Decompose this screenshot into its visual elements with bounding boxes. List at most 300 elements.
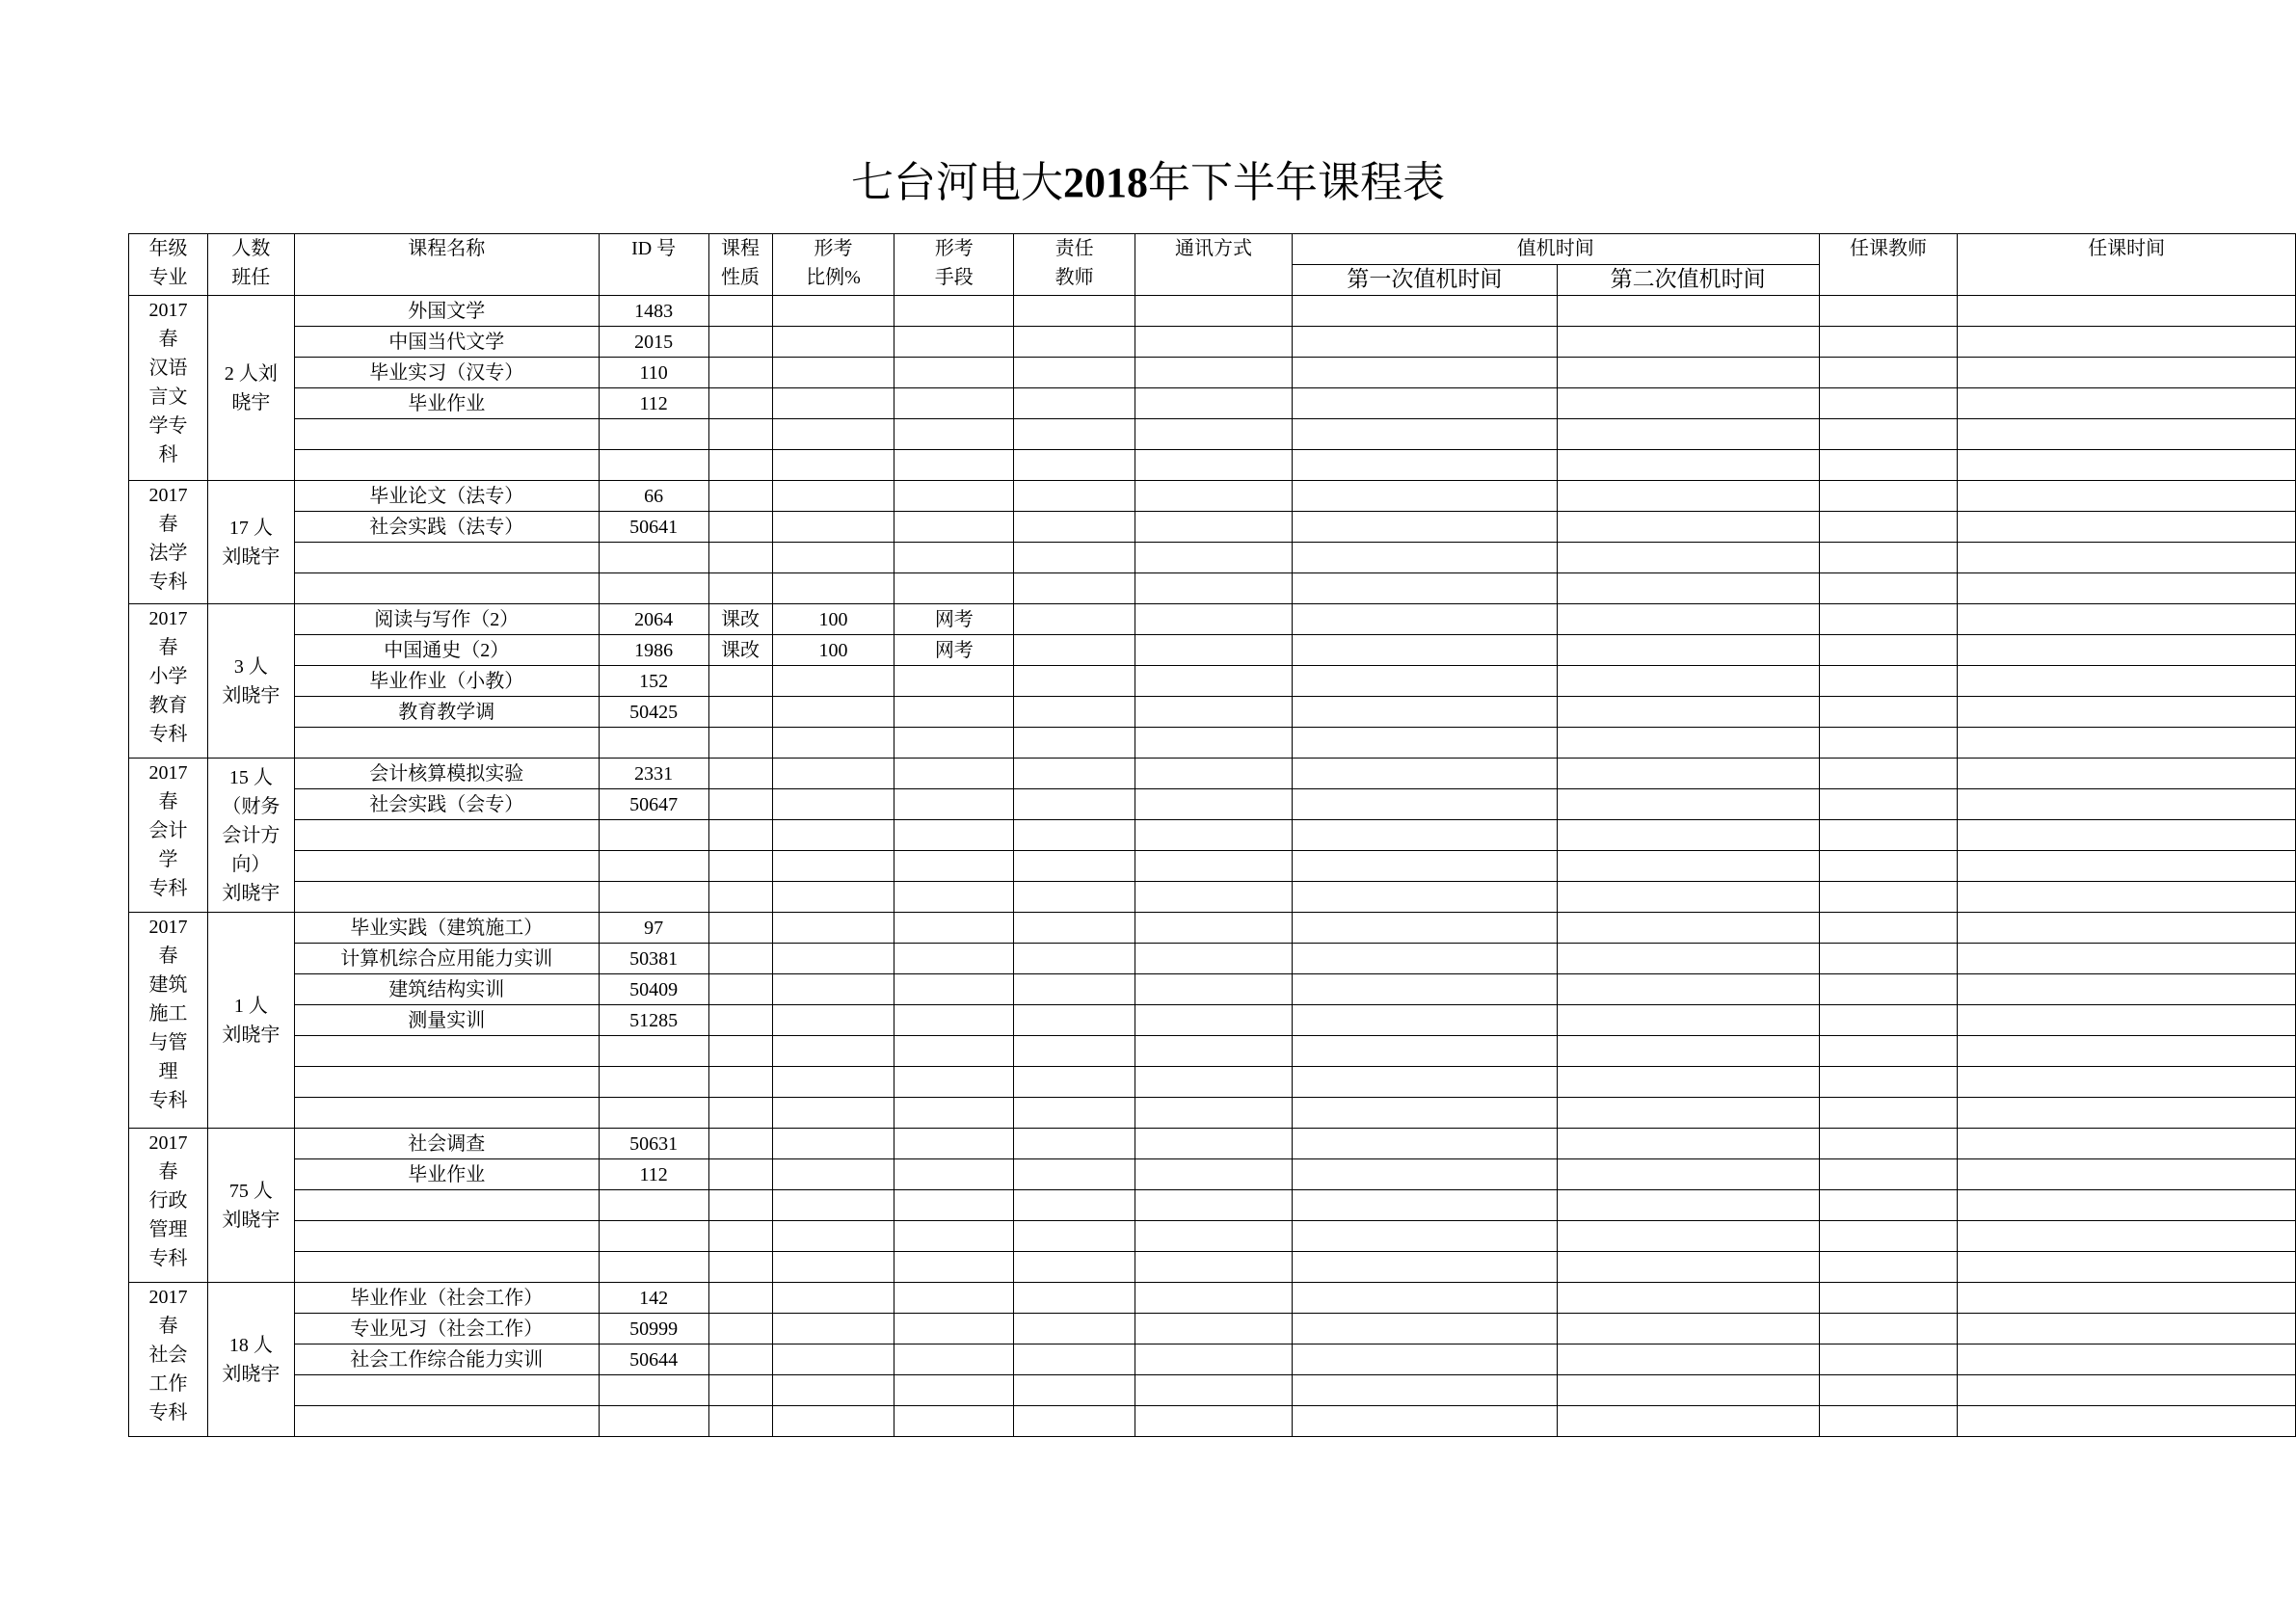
resp-teacher-cell — [1014, 358, 1135, 388]
exam-method-cell — [894, 728, 1014, 759]
instructor-cell — [1819, 1067, 1958, 1098]
class-time-cell — [1958, 1129, 2296, 1159]
duty-second-cell — [1557, 450, 1819, 481]
duty-first-cell — [1292, 481, 1557, 512]
program-line: 专科 — [148, 572, 188, 593]
program-line: 2017 — [148, 1287, 188, 1308]
course-name-cell — [294, 1098, 599, 1129]
program-line: 春 — [158, 637, 178, 658]
table-row — [129, 1067, 2296, 1098]
resp-teacher-cell — [1014, 1190, 1135, 1221]
instructor-cell — [1819, 512, 1958, 543]
resp-teacher-cell — [1014, 728, 1135, 759]
exam-method-cell — [894, 358, 1014, 388]
contact-cell — [1135, 296, 1293, 327]
instructor-cell — [1819, 697, 1958, 728]
exam-method-cell — [894, 573, 1014, 604]
duty-first-cell — [1292, 1036, 1557, 1067]
people-line: 1 人 — [233, 995, 268, 1017]
people-line: 75 人 — [228, 1180, 273, 1202]
course-nature-cell — [708, 573, 772, 604]
instructor-cell — [1819, 358, 1958, 388]
course-nature-cell — [708, 974, 772, 1005]
class-time-cell — [1958, 728, 2296, 759]
course-nature-cell: 课改 — [708, 604, 772, 635]
duty-first-cell — [1292, 1098, 1557, 1129]
course-nature-cell — [708, 1098, 772, 1129]
duty-first-cell — [1292, 635, 1557, 666]
exam-method-cell — [894, 882, 1014, 913]
contact-cell — [1135, 1036, 1293, 1067]
course-id-cell — [599, 728, 708, 759]
course-name-cell: 外国文学 — [294, 296, 599, 327]
duty-first-cell — [1292, 419, 1557, 450]
instructor-cell — [1819, 296, 1958, 327]
table-row — [129, 820, 2296, 851]
course-nature-cell — [708, 1344, 772, 1375]
course-id-cell — [599, 450, 708, 481]
duty-first-cell — [1292, 1129, 1557, 1159]
contact-cell — [1135, 1098, 1293, 1129]
table-row — [129, 1005, 2296, 1036]
program-line: 春 — [158, 1161, 178, 1183]
exam-ratio-cell — [772, 1252, 894, 1283]
instructor-cell — [1819, 666, 1958, 697]
duty-first-cell — [1292, 1344, 1557, 1375]
program-line: 建筑 — [148, 974, 188, 996]
people-line: 18 人 — [228, 1334, 273, 1356]
resp-teacher-cell — [1014, 1036, 1135, 1067]
class-time-cell — [1958, 296, 2296, 327]
course-id-cell: 50641 — [599, 512, 708, 543]
instructor-cell — [1819, 327, 1958, 358]
resp-teacher-cell — [1014, 789, 1135, 820]
duty-first-cell — [1292, 1314, 1557, 1344]
course-nature-cell — [708, 759, 772, 789]
title-suffix: 年下半年课程表 — [1148, 159, 1445, 206]
course-name-cell: 毕业作业 — [294, 388, 599, 419]
table-row — [129, 913, 2296, 944]
class-time-cell — [1958, 697, 2296, 728]
contact-cell — [1135, 1344, 1293, 1375]
instructor-cell — [1819, 728, 1958, 759]
course-nature-cell — [708, 820, 772, 851]
duty-second-cell — [1557, 1283, 1819, 1314]
instructor-cell — [1819, 481, 1958, 512]
instructor-cell — [1819, 913, 1958, 944]
duty-first-cell — [1292, 512, 1557, 543]
people-line: 晓宇 — [231, 391, 271, 413]
exam-ratio-cell — [772, 759, 894, 789]
program-line: 春 — [158, 329, 178, 350]
people-cell — [207, 759, 294, 913]
exam-ratio-cell — [772, 1190, 894, 1221]
course-name-cell — [294, 820, 599, 851]
exam-ratio-cell — [772, 728, 894, 759]
course-nature-cell — [708, 388, 772, 419]
contact-cell — [1135, 543, 1293, 573]
course-name-cell: 中国通史（2） — [294, 635, 599, 666]
duty-second-cell — [1557, 573, 1819, 604]
contact-cell — [1135, 1406, 1293, 1437]
program-line: 2017 — [148, 1132, 188, 1154]
course-id-cell — [599, 573, 708, 604]
program-line: 专科 — [148, 878, 188, 899]
resp-teacher-cell — [1014, 1283, 1135, 1314]
instructor-cell — [1819, 1036, 1958, 1067]
class-time-cell — [1958, 481, 2296, 512]
course-nature-cell — [708, 944, 772, 974]
course-id-cell — [599, 1221, 708, 1252]
duty-second-cell — [1557, 1098, 1819, 1129]
course-name-cell: 毕业实习（汉专） — [294, 358, 599, 388]
course-id-cell: 1483 — [599, 296, 708, 327]
schedule-table — [128, 233, 2296, 1437]
contact-cell — [1135, 1190, 1293, 1221]
contact-cell — [1135, 327, 1293, 358]
program-line: 学 — [158, 849, 178, 870]
duty-second-cell — [1557, 1314, 1819, 1344]
exam-ratio-cell — [772, 1098, 894, 1129]
resp-teacher-cell — [1014, 1005, 1135, 1036]
duty-second-cell — [1557, 1129, 1819, 1159]
program-line: 言文 — [148, 386, 188, 408]
resp-teacher-cell — [1014, 543, 1135, 573]
contact-cell — [1135, 635, 1293, 666]
header-id: ID 号 — [599, 234, 708, 296]
program-line: 理 — [158, 1061, 178, 1082]
instructor-cell — [1819, 974, 1958, 1005]
program-cell — [129, 604, 208, 759]
duty-first-cell — [1292, 1005, 1557, 1036]
exam-ratio-cell — [772, 666, 894, 697]
class-time-cell — [1958, 388, 2296, 419]
exam-ratio-cell — [772, 1129, 894, 1159]
duty-first-cell — [1292, 1252, 1557, 1283]
resp-teacher-cell — [1014, 1314, 1135, 1344]
program-line: 2017 — [148, 485, 188, 506]
exam-ratio-cell — [772, 512, 894, 543]
instructor-cell — [1819, 1221, 1958, 1252]
duty-second-cell — [1557, 820, 1819, 851]
people-line: 17 人 — [228, 517, 273, 539]
program-line: 汉语 — [148, 358, 188, 379]
duty-first-cell — [1292, 697, 1557, 728]
course-nature-cell — [708, 543, 772, 573]
program-line: 专科 — [148, 1402, 188, 1424]
program-line: 2017 — [148, 300, 188, 321]
course-nature-cell — [708, 1221, 772, 1252]
duty-first-cell — [1292, 789, 1557, 820]
course-nature-cell — [708, 327, 772, 358]
course-id-cell — [599, 882, 708, 913]
class-time-cell — [1958, 851, 2296, 882]
course-name-cell: 测量实训 — [294, 1005, 599, 1036]
resp-teacher-cell — [1014, 1129, 1135, 1159]
course-nature-cell — [708, 697, 772, 728]
course-name-cell: 毕业作业 — [294, 1159, 599, 1190]
resp-teacher-cell — [1014, 419, 1135, 450]
table-row — [129, 1375, 2296, 1406]
contact-cell — [1135, 882, 1293, 913]
course-name-cell: 毕业实践（建筑施工） — [294, 913, 599, 944]
header-contact: 通讯方式 — [1135, 234, 1293, 296]
exam-ratio-cell — [772, 388, 894, 419]
course-name-cell: 教育教学调 — [294, 697, 599, 728]
duty-first-cell — [1292, 728, 1557, 759]
duty-second-cell — [1557, 635, 1819, 666]
course-nature-cell — [708, 1067, 772, 1098]
course-name-cell — [294, 1067, 599, 1098]
class-time-cell — [1958, 759, 2296, 789]
people-line: 刘晓宇 — [222, 882, 280, 904]
instructor-cell — [1819, 944, 1958, 974]
class-time-cell — [1958, 358, 2296, 388]
class-time-cell — [1958, 1036, 2296, 1067]
course-nature-cell — [708, 1159, 772, 1190]
table-row — [129, 358, 2296, 388]
exam-ratio-cell — [772, 481, 894, 512]
duty-second-cell — [1557, 1344, 1819, 1375]
duty-first-cell — [1292, 1190, 1557, 1221]
table-row — [129, 1129, 2296, 1159]
table-row — [129, 882, 2296, 913]
program-cell — [129, 759, 208, 913]
instructor-cell — [1819, 1375, 1958, 1406]
course-nature-cell — [708, 1005, 772, 1036]
instructor-cell — [1819, 388, 1958, 419]
course-id-cell — [599, 1190, 708, 1221]
exam-ratio-cell — [772, 820, 894, 851]
instructor-cell — [1819, 635, 1958, 666]
people-cell — [207, 481, 294, 604]
instructor-cell — [1819, 1406, 1958, 1437]
exam-method-cell — [894, 1252, 1014, 1283]
program-line: 教育 — [148, 695, 188, 716]
exam-ratio-cell — [772, 1375, 894, 1406]
duty-first-cell — [1292, 913, 1557, 944]
resp-teacher-cell — [1014, 1221, 1135, 1252]
contact-cell — [1135, 944, 1293, 974]
resp-teacher-cell — [1014, 666, 1135, 697]
course-name-cell — [294, 728, 599, 759]
title-year: 2018 — [1063, 159, 1148, 206]
table-row — [129, 1098, 2296, 1129]
class-time-cell — [1958, 1221, 2296, 1252]
class-time-cell — [1958, 1190, 2296, 1221]
contact-cell — [1135, 697, 1293, 728]
class-time-cell — [1958, 1344, 2296, 1375]
table-row — [129, 1344, 2296, 1375]
class-time-cell — [1958, 1375, 2296, 1406]
table-row — [129, 1036, 2296, 1067]
resp-teacher-cell — [1014, 1406, 1135, 1437]
course-id-cell: 112 — [599, 1159, 708, 1190]
table-row — [129, 1190, 2296, 1221]
course-name-cell: 阅读与写作（2） — [294, 604, 599, 635]
exam-method-cell — [894, 512, 1014, 543]
resp-teacher-cell — [1014, 635, 1135, 666]
duty-first-cell — [1292, 944, 1557, 974]
duty-first-cell — [1292, 604, 1557, 635]
course-nature-cell — [708, 481, 772, 512]
course-name-cell: 毕业作业（小教） — [294, 666, 599, 697]
exam-method-cell — [894, 1005, 1014, 1036]
instructor-cell — [1819, 419, 1958, 450]
exam-ratio-cell: 100 — [772, 635, 894, 666]
course-id-cell: 50631 — [599, 1129, 708, 1159]
header-instructor: 任课教师 — [1819, 234, 1958, 296]
course-nature-cell — [708, 1406, 772, 1437]
people-cell — [207, 604, 294, 759]
course-id-cell — [599, 1406, 708, 1437]
duty-second-cell — [1557, 1221, 1819, 1252]
resp-teacher-cell — [1014, 296, 1135, 327]
exam-method-cell — [894, 1098, 1014, 1129]
instructor-cell — [1819, 820, 1958, 851]
class-time-cell — [1958, 944, 2296, 974]
contact-cell — [1135, 388, 1293, 419]
exam-method-cell — [894, 481, 1014, 512]
exam-method-cell: 网考 — [894, 635, 1014, 666]
course-name-cell — [294, 1252, 599, 1283]
course-id-cell — [599, 1252, 708, 1283]
duty-first-cell — [1292, 296, 1557, 327]
course-id-cell: 50647 — [599, 789, 708, 820]
exam-method-cell — [894, 1375, 1014, 1406]
header-method: 形考 手段 — [894, 234, 1014, 296]
header-grade-major: 年级 专业 — [129, 234, 208, 296]
class-time-cell — [1958, 573, 2296, 604]
duty-second-cell — [1557, 974, 1819, 1005]
table-row — [129, 697, 2296, 728]
exam-method-cell — [894, 820, 1014, 851]
course-name-cell: 社会调查 — [294, 1129, 599, 1159]
course-id-cell: 50381 — [599, 944, 708, 974]
exam-method-cell — [894, 1190, 1014, 1221]
exam-method-cell — [894, 1283, 1014, 1314]
course-name-cell — [294, 851, 599, 882]
course-id-cell: 2331 — [599, 759, 708, 789]
course-name-cell: 社会实践（法专） — [294, 512, 599, 543]
instructor-cell — [1819, 1159, 1958, 1190]
exam-ratio-cell: 100 — [772, 604, 894, 635]
course-nature-cell — [708, 1190, 772, 1221]
contact-cell — [1135, 1159, 1293, 1190]
resp-teacher-cell — [1014, 882, 1135, 913]
exam-method-cell — [894, 1129, 1014, 1159]
table-header — [129, 234, 2296, 296]
instructor-cell — [1819, 604, 1958, 635]
table-row — [129, 573, 2296, 604]
course-nature-cell — [708, 1314, 772, 1344]
class-time-cell — [1958, 1005, 2296, 1036]
duty-first-cell — [1292, 666, 1557, 697]
course-id-cell: 112 — [599, 388, 708, 419]
contact-cell — [1135, 728, 1293, 759]
contact-cell — [1135, 974, 1293, 1005]
people-line: 15 人 — [228, 766, 273, 788]
course-id-cell: 66 — [599, 481, 708, 512]
instructor-cell — [1819, 1129, 1958, 1159]
course-name-cell — [294, 1406, 599, 1437]
program-line: 春 — [158, 514, 178, 535]
resp-teacher-cell — [1014, 512, 1135, 543]
duty-second-cell — [1557, 481, 1819, 512]
program-cell — [129, 913, 208, 1129]
class-time-cell — [1958, 789, 2296, 820]
program-line: 2017 — [148, 608, 188, 629]
duty-second-cell — [1557, 759, 1819, 789]
course-id-cell — [599, 1036, 708, 1067]
course-nature-cell — [708, 419, 772, 450]
instructor-cell — [1819, 1344, 1958, 1375]
resp-teacher-cell — [1014, 450, 1135, 481]
program-line: 专科 — [148, 1248, 188, 1269]
table-row — [129, 1406, 2296, 1437]
course-id-cell: 110 — [599, 358, 708, 388]
course-id-cell — [599, 543, 708, 573]
course-nature-cell — [708, 789, 772, 820]
course-nature-cell — [708, 1375, 772, 1406]
contact-cell — [1135, 604, 1293, 635]
program-line: 社会 — [148, 1344, 188, 1366]
contact-cell — [1135, 450, 1293, 481]
exam-method-cell — [894, 388, 1014, 419]
people-line: 3 人 — [233, 655, 268, 678]
table-row — [129, 481, 2296, 512]
duty-first-cell — [1292, 1221, 1557, 1252]
table-body — [129, 296, 2296, 1437]
course-name-cell: 建筑结构实训 — [294, 974, 599, 1005]
people-line: 刘晓宇 — [222, 1209, 280, 1231]
course-id-cell: 2064 — [599, 604, 708, 635]
resp-teacher-cell — [1014, 1159, 1135, 1190]
class-time-cell — [1958, 1252, 2296, 1283]
class-time-cell — [1958, 1067, 2296, 1098]
contact-cell — [1135, 913, 1293, 944]
program-line: 管理 — [148, 1219, 188, 1240]
contact-cell — [1135, 1314, 1293, 1344]
class-time-cell — [1958, 604, 2296, 635]
duty-first-cell — [1292, 759, 1557, 789]
program-cell — [129, 1283, 208, 1437]
course-id-cell — [599, 1098, 708, 1129]
resp-teacher-cell — [1014, 759, 1135, 789]
contact-cell — [1135, 759, 1293, 789]
course-id-cell: 50999 — [599, 1314, 708, 1344]
people-line: 2 人刘 — [224, 362, 278, 385]
duty-second-cell — [1557, 789, 1819, 820]
contact-cell — [1135, 1129, 1293, 1159]
exam-method-cell — [894, 1344, 1014, 1375]
course-nature-cell — [708, 512, 772, 543]
class-time-cell — [1958, 666, 2296, 697]
table-row — [129, 1314, 2296, 1344]
people-line: 向） — [231, 853, 271, 875]
table-row — [129, 512, 2296, 543]
course-nature-cell — [708, 450, 772, 481]
exam-method-cell — [894, 851, 1014, 882]
course-nature-cell — [708, 666, 772, 697]
instructor-cell — [1819, 1283, 1958, 1314]
exam-method-cell — [894, 789, 1014, 820]
exam-ratio-cell — [772, 419, 894, 450]
course-id-cell: 97 — [599, 913, 708, 944]
resp-teacher-cell — [1014, 913, 1135, 944]
duty-second-cell — [1557, 512, 1819, 543]
course-name-cell — [294, 882, 599, 913]
